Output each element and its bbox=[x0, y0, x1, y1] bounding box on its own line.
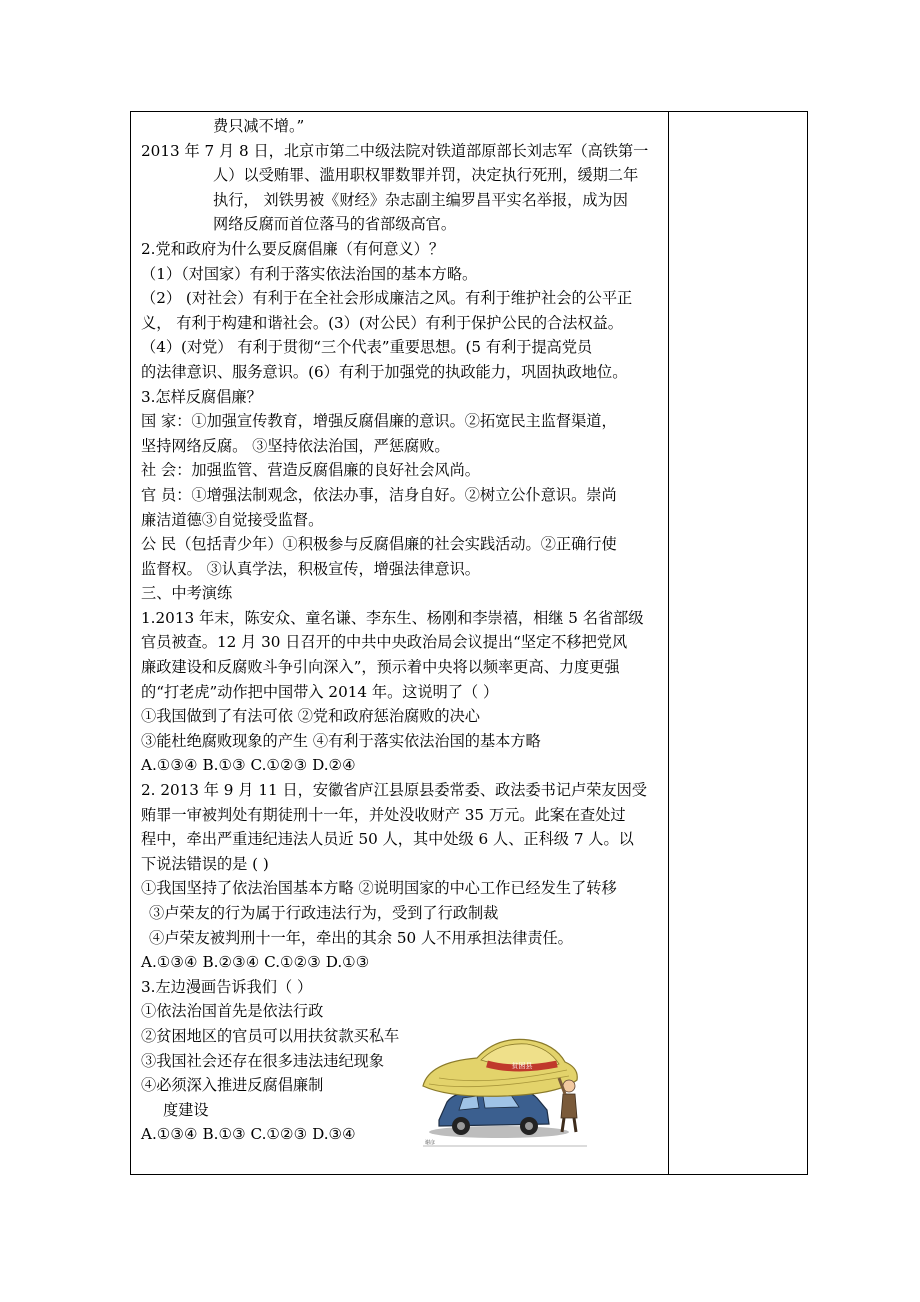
option-line: ①依法治国首先是依法行政 bbox=[141, 1002, 324, 1021]
option-line: ②贫困地区的官员可以用扶贫款买私车 bbox=[141, 1026, 400, 1045]
question-heading: 3.怎样反腐倡廉？ bbox=[141, 387, 262, 406]
question-text: 程中，牵出严重违纪违法人员近 50 人，其中处级 6 人、正科级 7 人。以 bbox=[141, 830, 634, 849]
question-heading: 2.党和政府为什么要反腐倡廉（有何意义）？ bbox=[141, 239, 445, 258]
car-hubcap bbox=[457, 1122, 465, 1130]
question-text: 3.左边漫画告诉我们（ ） bbox=[141, 977, 313, 996]
car-hubcap bbox=[525, 1122, 533, 1130]
option-line: ④必须深入推进反腐倡廉制 bbox=[141, 1076, 324, 1095]
text-line: 廉洁道德③自觉接受监督。 bbox=[141, 510, 324, 529]
text-line: 执行， 刘铁男被《财经》杂志副主编罗昌平实名举报，成为因 bbox=[213, 190, 628, 209]
option-line: ①我国坚持了依法治国基本方略 ②说明国家的中心工作已经发生了转移 bbox=[141, 879, 617, 898]
option-line: 度建设 bbox=[163, 1100, 209, 1119]
text-line: 监督权。 ③认真学法，积极宣传，增强法律意识。 bbox=[141, 559, 480, 578]
answer-choices: A.①③④ B.②③④ C.①②③ D.①③ bbox=[141, 953, 370, 972]
text-line: 公 民（包括青少年）①积极参与反腐倡廉的社会实践活动。②正确行使 bbox=[141, 535, 617, 554]
text-line: 义， 有利于构建和谐社会。(3）(对公民）有利于保护公民的合法权益。 bbox=[141, 313, 623, 332]
text-line: 人）以受贿罪、滥用职权罪数罪并罚，决定执行死刑，缓期二年 bbox=[213, 166, 639, 185]
answer-choices: A.①③④ B.①③ C.①②③ D.③④ bbox=[141, 1125, 356, 1144]
option-line: ③能杜绝腐败现象的产生 ④有利于落实依法治国的基本方略 bbox=[141, 731, 541, 750]
text-line: 官 员：①增强法制观念，依法办事，洁身自好。②树立公仆意识。崇尚 bbox=[141, 485, 617, 504]
option-line: ④卢荣友被判刑十一年，牵出的其余 50 人不用承担法律责任。 bbox=[149, 928, 573, 947]
text-line: 网络反腐而首位落马的省部级高官。 bbox=[213, 215, 456, 234]
text-line: （4）(对党） 有利于贯彻“三个代表”重要思想。(5 有利于提高党员 bbox=[141, 338, 593, 357]
text-line: （1）（对国家）有利于落实依法治国的基本方略。 bbox=[141, 264, 478, 283]
main-cell-content bbox=[141, 114, 663, 1147]
question-text: 官员被查。12 月 30 日召开的中共中央政治局会议提出“坚定不移把党风 bbox=[141, 633, 628, 652]
option-line: ③卢荣友的行为属于行政违法行为，受到了行政制裁 bbox=[149, 904, 499, 922]
text-line: 费只减不增。” bbox=[213, 117, 305, 135]
column-divider bbox=[668, 112, 669, 1174]
text-line: 国 家：①加强宣传教育，增强反腐倡廉的意识。②拓宽民主监督渠道， bbox=[141, 412, 617, 431]
man-coat bbox=[561, 1094, 577, 1118]
text-line: 的法律意识、服务意识。(6）有利于加强党的执政能力，巩固执政地位。 bbox=[141, 362, 628, 381]
answer-choices: A.①③④ B.①③ C.①②③ D.②④ bbox=[141, 756, 356, 775]
option-line: ①我国做到了有法可依 ②党和政府惩治腐败的决心 bbox=[141, 707, 480, 726]
question-text: 下说法错误的是 ( ) bbox=[141, 854, 269, 873]
ground-shadow bbox=[429, 1126, 569, 1138]
cartoon-image bbox=[419, 1028, 591, 1152]
cartoon-caption: 谢彦 bbox=[425, 1140, 436, 1146]
option-line: ③我国社会还存在很多违法违纪现象 bbox=[141, 1051, 384, 1070]
text-line: 坚持网络反腐。 ③坚持依法治国，严惩腐败。 bbox=[141, 436, 450, 455]
lesson-table bbox=[130, 111, 808, 1175]
text-line: 2013 年 7 月 8 日，北京市第二中级法院对铁道部原部长刘志军（高铁第一 bbox=[141, 141, 649, 160]
question-text: 贿罪一审被判处有期徒刑十一年，并处没收财产 35 万元。此案在查处过 bbox=[141, 805, 626, 824]
question-text: 2. 2013 年 9 月 11 日，安徽省庐江县原县委常委、政法委书记卢荣友因受 bbox=[141, 781, 647, 800]
section-heading: 三、中考演练 bbox=[141, 584, 233, 603]
text-line: 社 会：加强监管、营造反腐倡廉的良好社会风尚。 bbox=[141, 461, 480, 480]
question-text: 1.2013 年末，陈安众、童名谦、李东生、杨刚和李崇禧，相继 5 名省部级 bbox=[141, 608, 644, 627]
question-text: 廉政建设和反腐败斗争引向深入”，预示着中央将以频率更高、力度更强 bbox=[141, 658, 620, 677]
hat-label: 贫困县 bbox=[511, 1062, 533, 1070]
text-line: （2） (对社会）有利于在全社会形成廉洁之风。有利于维护社会的公平正 bbox=[141, 289, 633, 308]
question-text: 的“打老虎”动作把中国带入 2014 年。这说明了（ ） bbox=[141, 682, 499, 701]
